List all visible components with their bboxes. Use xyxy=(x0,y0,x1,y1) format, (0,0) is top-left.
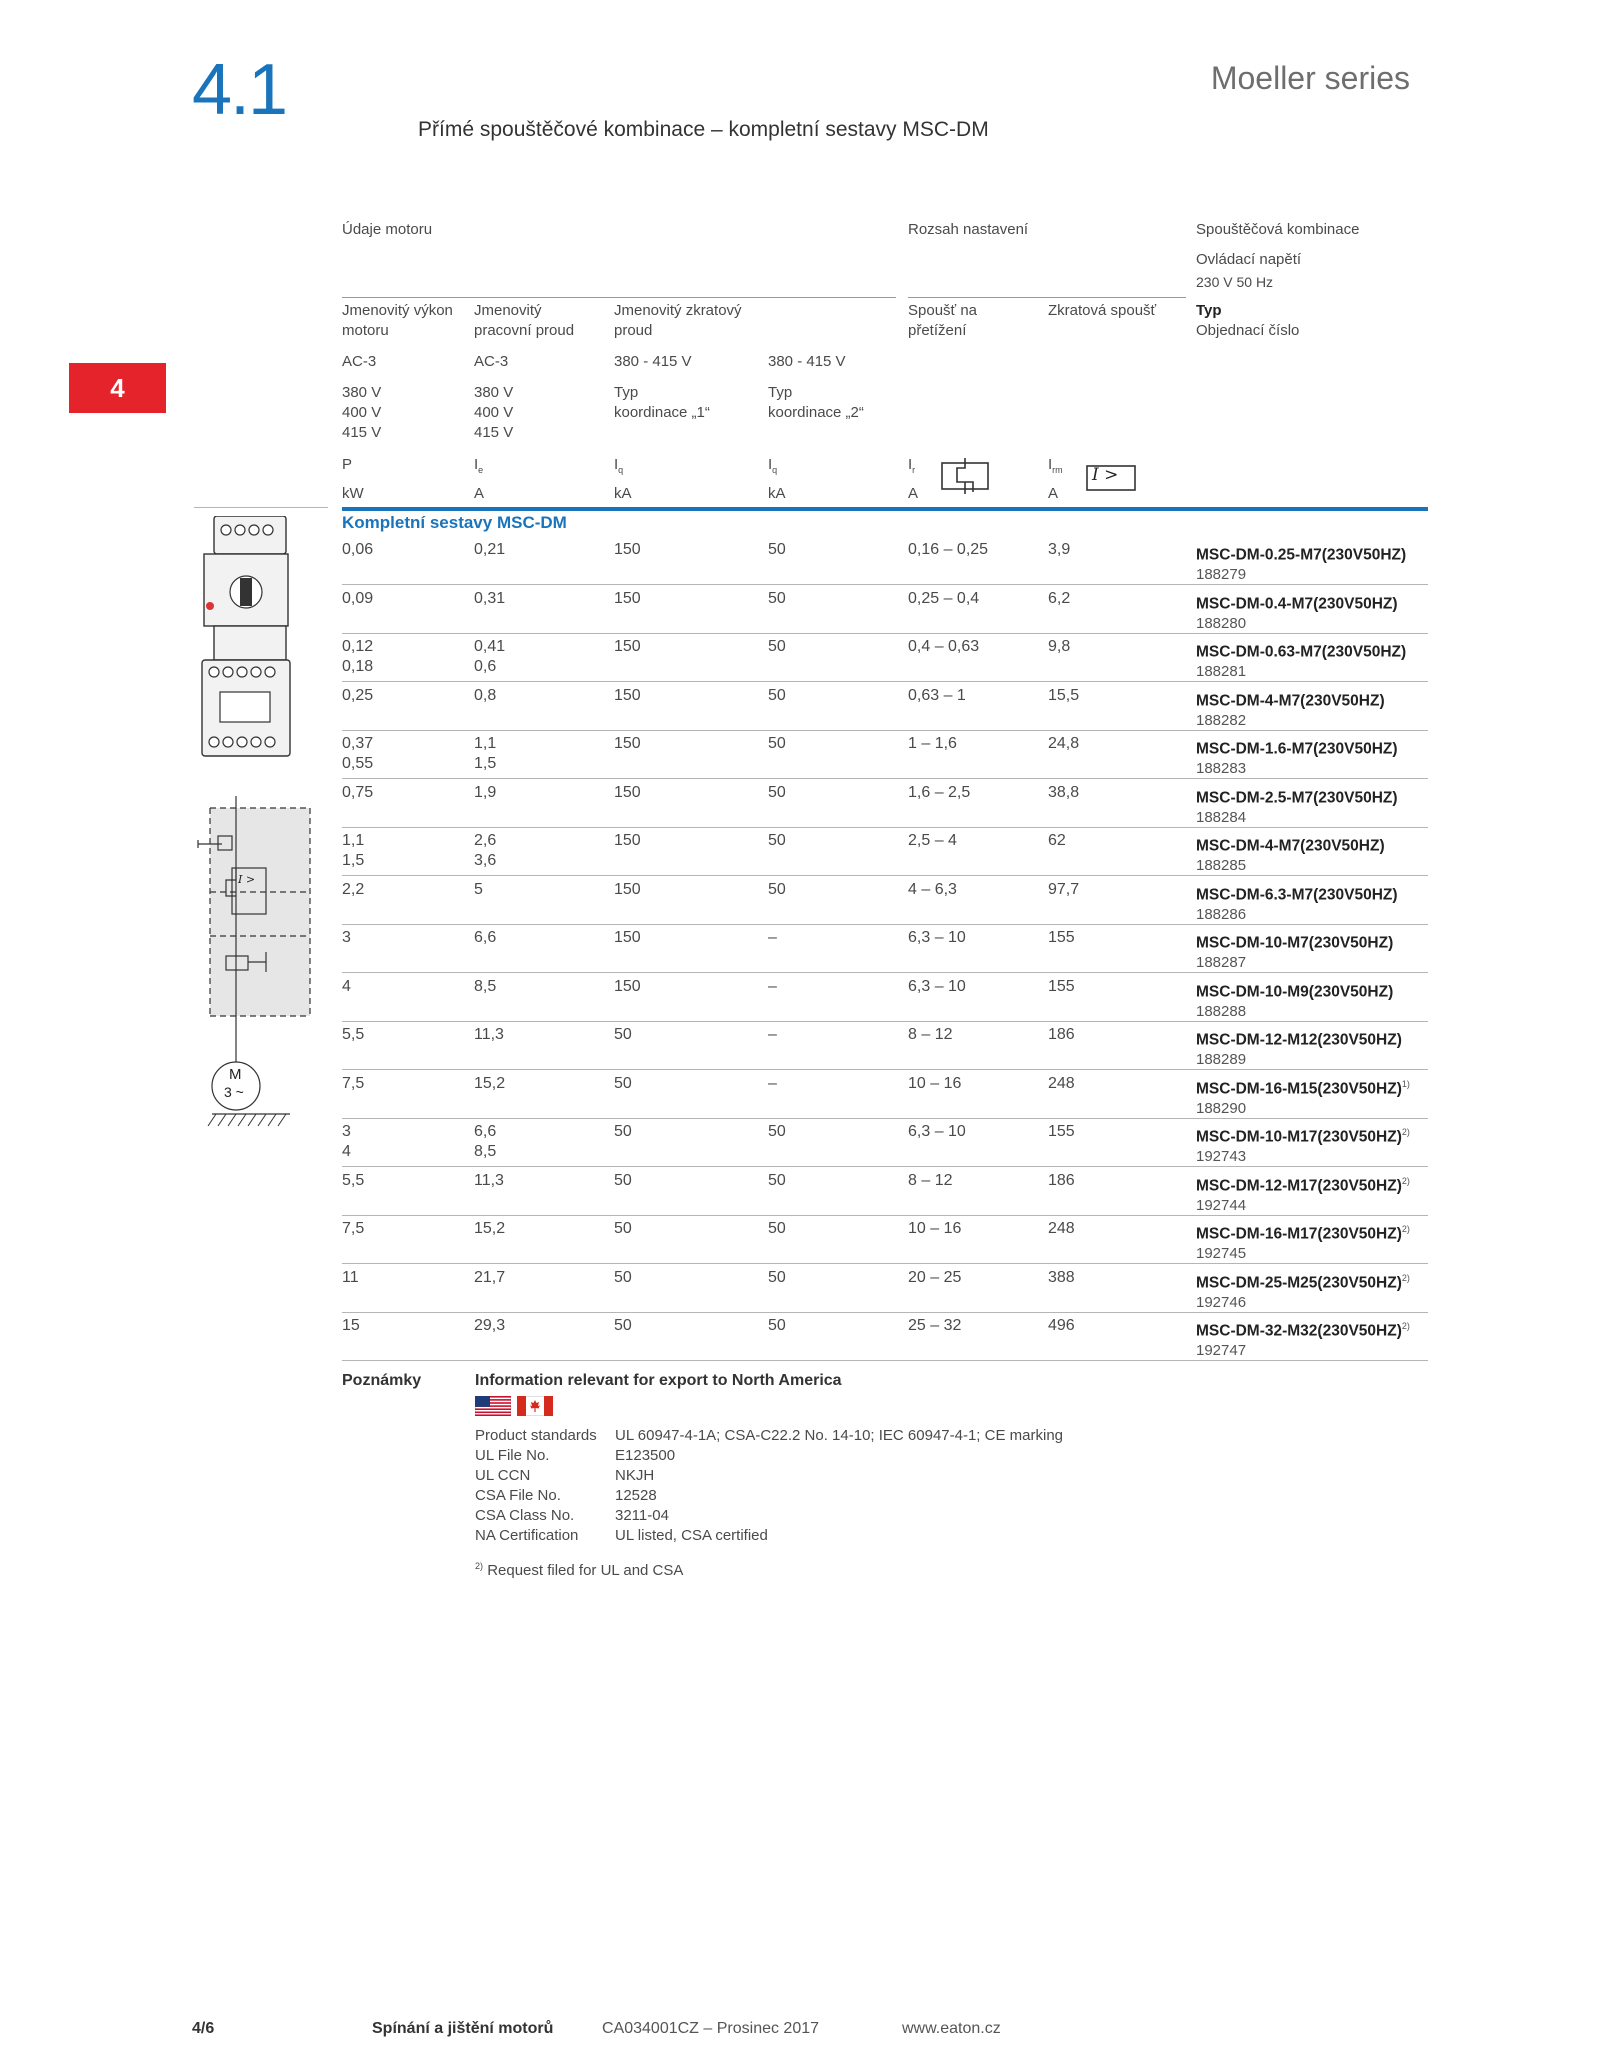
overload-range-cell: 20 – 25 xyxy=(908,1268,962,1286)
type-footnote-mark: 2) xyxy=(1401,1224,1410,1234)
short-release-cell: 186 xyxy=(1048,1171,1075,1189)
type-cell xyxy=(1196,1268,1410,1313)
overload-range-cell: 1,6 – 2,5 xyxy=(908,783,971,801)
ac3-label-a: AC-3 xyxy=(342,353,377,370)
overload-range-cell: 6,3 – 10 xyxy=(908,929,966,946)
short-release-cell: 6,2 xyxy=(1048,589,1071,607)
short-circuit-1-cell: 50 xyxy=(614,1317,632,1334)
table-row xyxy=(342,633,1428,682)
overload-range-cell: 6,3 – 10 xyxy=(908,977,966,995)
spec-value: UL listed, CSA certified xyxy=(615,1527,768,1544)
short-circuit-2-cell: – xyxy=(768,1074,777,1092)
left-divider xyxy=(194,507,328,508)
overload-range-cell: 8 – 12 xyxy=(908,1171,953,1189)
short-circuit-1-cell: 150 xyxy=(614,735,641,752)
short-release-cell: 62 xyxy=(1048,832,1066,849)
power-cell: 0,25 xyxy=(342,686,374,704)
current-cell: 11,3 xyxy=(474,1026,504,1043)
short-circuit-1-cell: 50 xyxy=(614,1074,632,1092)
order-number: 188279 xyxy=(1196,566,1247,584)
col-order-header: Objednací číslo xyxy=(1196,322,1300,339)
order-number: 188283 xyxy=(1196,760,1247,778)
short-release-cell: 155 xyxy=(1048,1123,1075,1140)
group-motor-label: Údaje motoru xyxy=(342,221,433,238)
col-current-header: Jmenovitý pracovní proud xyxy=(474,302,575,339)
thermal-overload-icon xyxy=(938,458,992,494)
overload-range-cell: 25 – 32 xyxy=(908,1317,962,1334)
short-circuit-1-cell: 50 xyxy=(614,1171,632,1189)
symbol-ie: $I_e$ xyxy=(474,456,484,475)
spec-value: NKJH xyxy=(615,1467,655,1484)
symbol-iq1: $I_q$ xyxy=(614,456,624,475)
motor-label: M xyxy=(229,1066,242,1083)
footer-title: Spínání a jištění motorů xyxy=(372,2020,554,2037)
current-cell: 5 xyxy=(474,880,483,898)
order-number: 192744 xyxy=(1196,1196,1247,1214)
order-number: 188286 xyxy=(1196,905,1247,923)
power-cell: 4 xyxy=(342,977,351,995)
current-cell: 0,8 xyxy=(474,686,497,704)
table-row xyxy=(342,827,1428,876)
col-type-header: Typ xyxy=(1196,302,1222,319)
unit-ie: A xyxy=(474,485,485,502)
table-row xyxy=(342,924,1428,973)
short-release-cell: 97,7 xyxy=(1048,880,1080,898)
unit-iq2: kA xyxy=(768,485,786,502)
type-code: MSC-DM-16-M17(230V50HZ) xyxy=(1196,1225,1402,1243)
overload-range-cell: 2,5 – 4 xyxy=(908,832,957,849)
short-circuit-2-cell: 50 xyxy=(768,589,786,607)
power-cell: 7,5 xyxy=(342,1074,365,1092)
control-voltage-label: Ovládací napětí xyxy=(1196,251,1302,268)
spec-value: E123500 xyxy=(615,1447,676,1464)
type-code: MSC-DM-2.5-M7(230V50HZ) xyxy=(1196,788,1398,806)
current-cell: 6,6 8,5 xyxy=(474,1123,497,1160)
short-release-cell: 38,8 xyxy=(1048,783,1080,801)
table-row xyxy=(342,973,1428,1022)
overload-range-cell: 0,63 – 1 xyxy=(908,686,966,704)
short-circuit-1-cell: 50 xyxy=(614,1123,632,1140)
short-release-cell: 24,8 xyxy=(1048,735,1080,752)
page-title: Přímé spouštěčové kombinace – kompletní sestavy MSC-DM xyxy=(418,118,989,141)
power-cell: 5,5 xyxy=(342,1026,365,1043)
type-cell xyxy=(1196,880,1398,925)
type-code: MSC-DM-10-M9(230V50HZ) xyxy=(1196,982,1394,1000)
short-release-cell: 496 xyxy=(1048,1317,1075,1334)
short-circuit-2-cell: 50 xyxy=(768,1268,786,1286)
overload-range-cell: 4 – 6,3 xyxy=(908,880,957,898)
order-number: 192743 xyxy=(1196,1148,1247,1166)
power-cell: 0,09 xyxy=(342,589,374,607)
power-cell: 1,1 1,5 xyxy=(342,832,365,869)
symbol-p: P xyxy=(342,456,353,473)
type-cell xyxy=(1196,1074,1410,1119)
short-circuit-1-cell: 150 xyxy=(614,541,641,558)
type-cell xyxy=(1196,928,1393,973)
type-code: MSC-DM-10-M17(230V50HZ) xyxy=(1196,1128,1402,1146)
type-code: MSC-DM-10-M7(230V50HZ) xyxy=(1196,934,1394,952)
short-release-cell: 155 xyxy=(1048,929,1075,946)
overload-range-cell: 1 – 1,6 xyxy=(908,735,957,752)
spec-value: 3211-04 xyxy=(615,1507,669,1524)
order-number: 188285 xyxy=(1196,857,1247,875)
type-code: MSC-DM-0.4-M7(230V50HZ) xyxy=(1196,594,1398,612)
short-circuit-2-cell: 50 xyxy=(768,1220,786,1237)
short-release-cell: 388 xyxy=(1048,1268,1075,1286)
table-row xyxy=(342,1264,1428,1313)
power-cell: 0,06 xyxy=(342,541,374,558)
short-circuit-2-cell: 50 xyxy=(768,832,786,849)
type-cell xyxy=(1196,1316,1410,1361)
short-circuit-1-cell: 50 xyxy=(614,1268,632,1286)
power-cell: 7,5 xyxy=(342,1220,365,1237)
type-footnote-mark: 2) xyxy=(1401,1272,1410,1283)
table-row xyxy=(342,1312,1428,1361)
power-cell: 0,12 0,18 xyxy=(342,638,374,675)
order-number: 192745 xyxy=(1196,1245,1247,1263)
section-label: Kompletní sestavy MSC-DM xyxy=(342,513,567,532)
current-cell: 0,41 0,6 xyxy=(474,638,506,675)
coordination-1: Typ koordinace „1“ xyxy=(614,384,710,421)
current-cell: 29,3 xyxy=(474,1317,506,1334)
voltage-range-2: 380 - 415 V xyxy=(768,353,846,370)
type-cell xyxy=(1196,686,1385,731)
order-number: 188289 xyxy=(1196,1051,1247,1069)
header-blue-rule xyxy=(342,507,1428,511)
type-cell xyxy=(1196,540,1406,585)
power-cell: 3 4 xyxy=(342,1123,351,1160)
ac3-label-b: AC-3 xyxy=(474,353,509,370)
footer-url[interactable]: www.eaton.cz xyxy=(902,2020,1001,2037)
short-circuit-1-cell: 150 xyxy=(614,880,641,898)
col-overload-header: Spoušť na přetížení xyxy=(908,302,978,339)
short-circuit-2-cell: 50 xyxy=(768,1123,786,1140)
spec-row xyxy=(475,1526,1063,1546)
order-number: 188290 xyxy=(1196,1099,1247,1117)
short-circuit-1-cell: 50 xyxy=(614,1026,632,1043)
table-row xyxy=(342,1215,1428,1264)
notes-title: Information relevant for export to North America xyxy=(475,1372,842,1389)
short-circuit-1-cell: 150 xyxy=(614,977,641,995)
power-cell: 11 xyxy=(342,1268,359,1286)
type-cell xyxy=(1196,783,1398,828)
chapter-tab: 4 xyxy=(69,363,166,413)
header-rule-motor xyxy=(342,297,896,298)
type-code: MSC-DM-6.3-M7(230V50HZ) xyxy=(1196,885,1398,903)
spec-row xyxy=(475,1486,1063,1506)
type-code: MSC-DM-16-M15(230V50HZ) xyxy=(1196,1079,1402,1097)
short-circuit-2-cell: 50 xyxy=(768,1171,786,1189)
table-row xyxy=(342,730,1428,779)
power-cell: 5,5 xyxy=(342,1171,365,1189)
type-footnote-mark: 1) xyxy=(1401,1078,1410,1089)
type-code: MSC-DM-12-M17(230V50HZ) xyxy=(1196,1176,1402,1194)
spec-row xyxy=(475,1466,1063,1486)
type-cell xyxy=(1196,734,1398,779)
type-code: MSC-DM-1.6-M7(230V50HZ) xyxy=(1196,740,1398,758)
group-starter-label: Spouštěčová kombinace xyxy=(1196,221,1360,238)
usa-flag-icon xyxy=(475,1396,511,1416)
table-row xyxy=(342,1021,1428,1070)
table-row xyxy=(342,1118,1428,1167)
current-cell: 11,3 xyxy=(474,1171,504,1189)
unit-ir: A xyxy=(908,485,919,502)
type-code: MSC-DM-0.25-M7(230V50HZ) xyxy=(1196,546,1407,564)
canada-flag-icon xyxy=(517,1396,553,1416)
diagram-relay-label: I > xyxy=(238,873,256,886)
current-cell: 0,31 xyxy=(474,589,506,607)
type-footnote-mark: 2) xyxy=(1401,1127,1410,1137)
current-cell: 0,21 xyxy=(474,541,506,558)
short-release-cell: 248 xyxy=(1048,1074,1075,1092)
series-title: Moeller series xyxy=(1210,60,1410,96)
coordination-2: Typ koordinace „2“ xyxy=(768,384,864,421)
table-row xyxy=(342,585,1428,634)
type-cell xyxy=(1196,831,1385,876)
na-spec-table xyxy=(475,1426,1063,1546)
current-cell: 15,2 xyxy=(474,1074,506,1092)
type-footnote-mark: 2) xyxy=(1401,1321,1410,1331)
short-circuit-2-cell: 50 xyxy=(768,1317,786,1334)
type-cell xyxy=(1196,1122,1410,1167)
type-code: MSC-DM-0.63-M7(230V50HZ) xyxy=(1196,643,1407,661)
control-voltage-value: 230 V 50 Hz xyxy=(1196,274,1274,290)
short-release-cell: 186 xyxy=(1048,1026,1075,1043)
short-release-cell: 15,5 xyxy=(1048,686,1080,704)
motor-phase-label: 3 ~ xyxy=(224,1084,244,1100)
power-cell: 0,75 xyxy=(342,783,374,801)
current-cell: 1,1 1,5 xyxy=(474,735,497,772)
short-circuit-1-cell: 150 xyxy=(614,638,641,655)
order-number: 188284 xyxy=(1196,808,1247,826)
type-cell xyxy=(1196,1219,1410,1264)
group-range-label: Rozsah nastavení xyxy=(908,221,1029,238)
spec-key: NA Certification xyxy=(475,1527,579,1544)
voltages-b: 380 V 400 V 415 V xyxy=(474,384,514,441)
type-cell xyxy=(1196,977,1393,1022)
voltage-range-1: 380 - 415 V xyxy=(614,353,692,370)
short-circuit-1-cell: 150 xyxy=(614,783,641,801)
order-number: 188280 xyxy=(1196,614,1247,632)
short-circuit-2-cell: 50 xyxy=(768,541,786,558)
order-number: 188281 xyxy=(1196,663,1247,681)
power-cell: 15 xyxy=(342,1317,360,1334)
power-cell: 0,37 0,55 xyxy=(342,735,374,772)
type-code: MSC-DM-32-M32(230V50HZ) xyxy=(1196,1322,1402,1340)
unit-p: kW xyxy=(342,485,364,502)
power-cell: 3 xyxy=(342,929,351,946)
current-cell: 1,9 xyxy=(474,783,497,801)
spec-key: UL File No. xyxy=(475,1447,550,1464)
table-row xyxy=(342,682,1428,731)
overload-range-cell: 6,3 – 10 xyxy=(908,1123,966,1140)
short-release-cell: 155 xyxy=(1048,977,1075,995)
short-release-cell: 248 xyxy=(1048,1220,1075,1237)
order-number: 188282 xyxy=(1196,711,1247,729)
short-circuit-1-cell: 150 xyxy=(614,832,641,849)
short-circuit-2-cell: 50 xyxy=(768,880,786,898)
col-power-header: Jmenovitý výkon motoru xyxy=(342,302,453,339)
type-code: MSC-DM-12-M12(230V50HZ) xyxy=(1196,1031,1402,1049)
magnetic-release-label: I > xyxy=(1092,465,1119,485)
spec-key: CSA File No. xyxy=(475,1487,561,1504)
voltages-a: 380 V 400 V 415 V xyxy=(342,384,382,441)
table-row xyxy=(342,1070,1428,1119)
short-circuit-2-cell: – xyxy=(768,929,777,946)
table-row xyxy=(342,779,1428,828)
overload-range-cell: 0,25 – 0,4 xyxy=(908,589,980,607)
unit-irm: A xyxy=(1048,485,1059,502)
spec-row xyxy=(475,1506,1063,1526)
spec-key: UL CCN xyxy=(475,1467,531,1484)
symbol-ir: $I_r$ xyxy=(908,456,916,475)
circuit-diagram xyxy=(196,796,316,1136)
type-code: MSC-DM-4-M7(230V50HZ) xyxy=(1196,837,1385,855)
table-row xyxy=(342,536,1428,585)
type-cell xyxy=(1196,1171,1410,1216)
overload-range-cell: 0,16 – 0,25 xyxy=(908,541,989,558)
type-cell xyxy=(1196,1025,1402,1070)
order-number: 192746 xyxy=(1196,1293,1247,1311)
short-circuit-2-cell: – xyxy=(768,1026,777,1043)
spec-row xyxy=(475,1426,1063,1446)
short-circuit-2-cell: – xyxy=(768,977,777,995)
type-cell xyxy=(1196,589,1398,634)
type-cell xyxy=(1196,637,1406,682)
short-release-cell: 3,9 xyxy=(1048,541,1071,558)
symbol-irm: $I_{rm}$ xyxy=(1048,456,1063,475)
type-footnote-mark: 2) xyxy=(1401,1175,1410,1186)
notes-label: Poznámky xyxy=(342,1372,422,1389)
footnote: $^{2)}$ Request filed for UL and CSA xyxy=(475,1561,684,1579)
col-shortrelease-header: Zkratová spoušť xyxy=(1048,302,1157,319)
order-number: 188288 xyxy=(1196,1002,1247,1020)
current-cell: 21,7 xyxy=(474,1268,506,1286)
short-circuit-1-cell: 50 xyxy=(614,1220,632,1237)
footer-catalog: CA034001CZ – Prosinec 2017 xyxy=(602,2020,820,2037)
current-cell: 8,5 xyxy=(474,977,497,995)
unit-iq1: kA xyxy=(614,485,632,502)
section-number: 4.1 xyxy=(192,50,287,130)
short-circuit-1-cell: 150 xyxy=(614,929,641,946)
type-code: MSC-DM-25-M25(230V50HZ) xyxy=(1196,1273,1402,1291)
table-row xyxy=(342,1167,1428,1216)
short-release-cell: 9,8 xyxy=(1048,638,1071,655)
overload-range-cell: 0,4 – 0,63 xyxy=(908,638,980,655)
power-cell: 2,2 xyxy=(342,880,365,898)
short-circuit-1-cell: 150 xyxy=(614,686,641,704)
col-short-header: Jmenovitý zkratový proud xyxy=(614,302,742,339)
current-cell: 6,6 xyxy=(474,929,497,946)
overload-range-cell: 8 – 12 xyxy=(908,1026,953,1043)
spec-row xyxy=(475,1446,1063,1466)
short-circuit-2-cell: 50 xyxy=(768,686,786,704)
spec-value: UL 60947-4-1A; CSA-C22.2 No. 14-10; IEC 60947-4-1; CE marking xyxy=(615,1427,1064,1444)
short-circuit-1-cell: 150 xyxy=(614,589,641,607)
table-row xyxy=(342,876,1428,925)
short-circuit-2-cell: 50 xyxy=(768,783,786,801)
spec-key: Product standards xyxy=(475,1427,597,1444)
overload-range-cell: 10 – 16 xyxy=(908,1074,962,1092)
current-cell: 2,6 3,6 xyxy=(474,832,497,869)
symbol-iq2: $I_q$ xyxy=(768,456,778,475)
current-cell: 15,2 xyxy=(474,1220,506,1237)
starter-product-image xyxy=(200,516,294,764)
footer-page-number: 4/6 xyxy=(192,2020,215,2037)
short-circuit-2-cell: 50 xyxy=(768,638,786,655)
overload-range-cell: 10 – 16 xyxy=(908,1220,962,1237)
spec-key: CSA Class No. xyxy=(475,1507,575,1524)
short-circuit-2-cell: 50 xyxy=(768,735,786,752)
order-number: 188287 xyxy=(1196,954,1247,972)
spec-value: 12528 xyxy=(615,1487,657,1504)
order-number: 192747 xyxy=(1196,1342,1247,1360)
header-rule-range xyxy=(908,297,1186,298)
type-code: MSC-DM-4-M7(230V50HZ) xyxy=(1196,691,1385,709)
